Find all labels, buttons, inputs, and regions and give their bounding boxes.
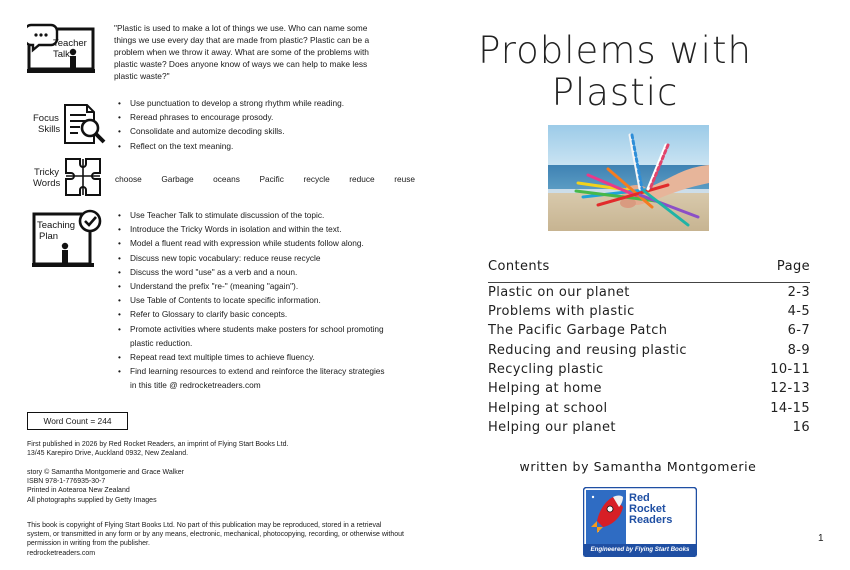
toc-row[interactable]	[488, 304, 810, 319]
teaching-plan-item: • Discuss new topic vocabulary: reduce reuse recycle	[118, 251, 393, 265]
toc-title: Plastic on our planet	[488, 285, 630, 300]
credit-line: ISBN 978-1-776935-30-7	[27, 478, 106, 486]
teaching-plan-item: • Understand the prefix "re-" (meaning "again").	[118, 279, 393, 293]
teaching-plan-item: • Introduce the Tricky Words in isolation and within the text.	[118, 222, 393, 236]
tricky-words-label	[33, 167, 60, 189]
toc-row[interactable]	[488, 285, 810, 300]
toc-page: 4-5	[787, 304, 810, 319]
toc-row[interactable]	[488, 420, 810, 435]
tricky-word: recycle	[303, 174, 330, 184]
toc-page: 14-15	[770, 401, 810, 416]
word-count-box: Word Count = 244	[27, 412, 128, 430]
teacher-talk-icon	[27, 23, 97, 79]
teaching-plan-item: • Use Table of Contents to locate specific information.	[118, 293, 393, 307]
tricky-words-label-2: Words	[33, 178, 61, 189]
teaching-plan-label-1: Teaching	[37, 220, 76, 231]
teaching-plan-item: • Model a fluent read with expression while students follow along.	[118, 236, 393, 250]
focus-skill-item: • Reread phrases to encourage prosody.	[118, 110, 398, 124]
toc-title: The Pacific Garbage Patch	[488, 323, 668, 338]
logo-line-1: Red	[629, 492, 650, 504]
logo-line-3: Readers	[629, 514, 673, 526]
toc-row[interactable]	[488, 362, 810, 377]
toc-page: 2-3	[787, 285, 810, 300]
toc-title: Helping at school	[488, 401, 608, 416]
teacher-talk-label-1: Teacher	[53, 38, 87, 49]
toc-page: 10-11	[770, 362, 810, 377]
tricky-words-list	[115, 174, 415, 184]
teaching-plan-list	[118, 208, 393, 393]
teaching-plan-icon	[32, 208, 102, 268]
teaching-plan-item: • Use Teacher Talk to stimulate discussion of the topic.	[118, 208, 393, 222]
focus-skills-label-1: Focus	[33, 113, 59, 124]
toc-page: 8-9	[787, 343, 810, 358]
contents-divider	[488, 282, 810, 283]
tricky-word: Garbage	[161, 174, 194, 184]
teaching-plan-label-2: Plan	[39, 231, 59, 242]
tricky-word: reduce	[349, 174, 375, 184]
publishing-info	[27, 440, 407, 458]
focus-skill-item: • Reflect on the text meaning.	[118, 139, 398, 153]
page-number: 1	[818, 533, 824, 544]
tricky-word: oceans	[213, 174, 240, 184]
publish-line: 13/45 Karepiro Drive, Auckland 0932, New Zealand.	[27, 450, 189, 458]
tricky-word: Pacific	[259, 174, 284, 184]
teaching-plan-item: • Promote activities where students make posters for school promoting plastic reduction.	[118, 322, 393, 350]
cover-photo	[548, 125, 709, 231]
teaching-plan-item: • Discuss the word "use" as a verb and a noun.	[118, 265, 393, 279]
tricky-word: reuse	[394, 174, 415, 184]
author-line: written by Samantha Montgomerie	[519, 459, 757, 474]
copyright-line: redrocketreaders.com	[27, 549, 96, 557]
copyright-line: This book is copyright of Flying Start Books Ltd. No part of this publication may be reproduced, stored in a retrieval	[27, 522, 382, 529]
copyright	[27, 521, 422, 558]
logo-text	[629, 493, 672, 526]
teacher-talk-label-2: Talk	[53, 49, 70, 60]
toc-row[interactable]	[488, 401, 810, 416]
toc-title: Helping at home	[488, 381, 602, 396]
focus-skill-item: • Consolidate and automize decoding skills.	[118, 124, 398, 138]
puzzle-icon	[64, 157, 102, 197]
logo-tagline: Engineered by Flying Start Books	[590, 546, 690, 553]
publish-line: First published in 2026 by Red Rocket Readers, an imprint of Flying Start Books Ltd.	[27, 441, 289, 448]
page-heading: Page	[776, 259, 810, 274]
toc-title: Reducing and reusing plastic	[488, 343, 687, 358]
toc-page: 6-7	[787, 323, 810, 338]
tricky-word: choose	[115, 174, 142, 184]
toc-title: Problems with plastic	[488, 304, 635, 319]
focus-skills-list	[118, 96, 398, 153]
toc-title: Recycling plastic	[488, 362, 604, 377]
teaching-plan-item: • Find learning resources to extend and reinforce the literacy strategies in this title @ redrocketreaders.com	[118, 364, 393, 392]
document-magnifier-icon	[62, 103, 106, 145]
copyright-line: system, or transmitted in any form or by any means, electronic, mechanical, photocopying, recording, or otherwise without	[27, 531, 405, 539]
credit-line: All photographs supplied by Getty Images	[27, 496, 157, 504]
focus-skill-item: • Use punctuation to develop a strong rhythm while reading.	[118, 96, 398, 110]
toc-row[interactable]	[488, 343, 810, 358]
toc-row[interactable]	[488, 381, 810, 396]
credits	[27, 468, 407, 505]
toc-title: Helping our planet	[488, 420, 616, 435]
title-line-1: Problems with	[478, 29, 752, 72]
contents-heading: Contents	[488, 259, 550, 274]
toc-page: 16	[792, 420, 810, 435]
focus-skills-label-2: Skills	[38, 124, 61, 135]
teaching-plan-item: • Repeat read text multiple times to achieve fluency.	[118, 350, 393, 364]
copyright-line: permission in writing from the publisher.	[27, 540, 150, 548]
title-line-2: Plastic	[551, 71, 679, 114]
tricky-words-label-1: Tricky	[34, 167, 59, 178]
logo-line-2: Rocket	[629, 503, 666, 515]
toc-page: 12-13	[770, 381, 810, 396]
book-title	[440, 30, 790, 114]
teacher-talk-text: "Plastic is used to make a lot of things we use. Who can name some things we use every day that are made from plastic? Plastic can be a problem when we throw it away. What are some of the problems with plastic waste? Does anyone know of ways we can help to make less plastic waste?"	[114, 23, 370, 81]
teaching-plan-item: • Refer to Glossary to clarify basic concepts.	[118, 307, 393, 321]
toc-row[interactable]	[488, 323, 810, 338]
red-rocket-readers-logo	[583, 487, 697, 557]
focus-skills-label	[33, 113, 60, 135]
credit-line: Printed in Aotearoa New Zealand	[27, 487, 130, 495]
contents-header	[488, 259, 810, 274]
credit-line: story © Samantha Montgomerie and Grace Walker	[27, 469, 185, 476]
